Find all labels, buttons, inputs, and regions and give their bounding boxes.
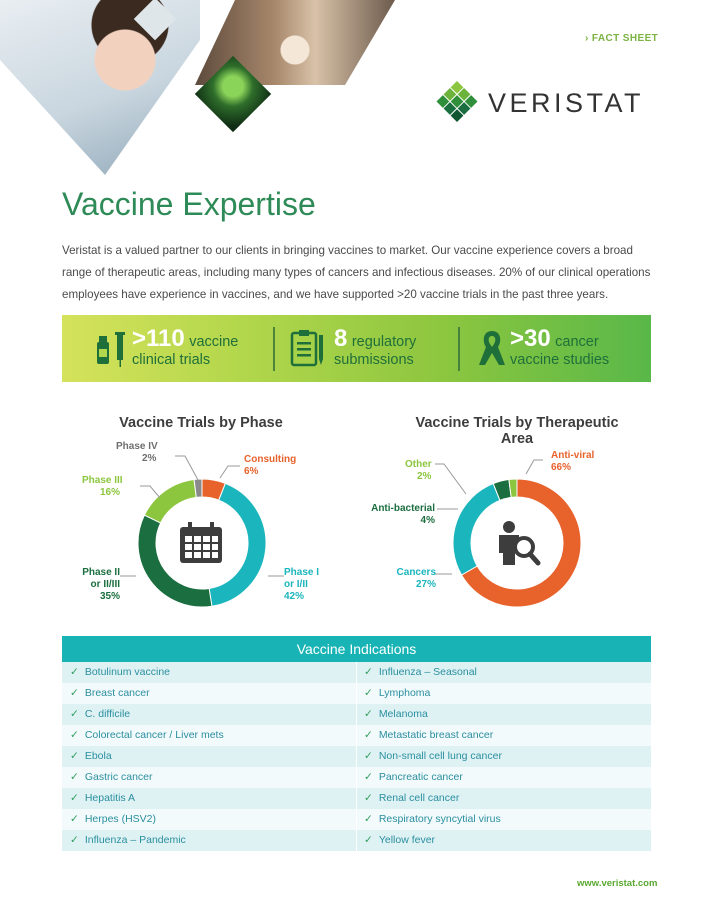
checkmark-icon: ✓ xyxy=(70,834,79,846)
indication-label: Influenza – Pandemic xyxy=(84,834,186,846)
checkmark-icon: ✓ xyxy=(364,687,373,699)
indication-label: Breast cancer xyxy=(84,687,150,699)
checkmark-icon: ✓ xyxy=(70,666,79,678)
label-anti-viral: Anti-viral 66% xyxy=(551,450,595,473)
indication-label: Metastatic breast cancer xyxy=(378,729,494,741)
vaccine-vial-icon xyxy=(94,330,128,368)
list-item xyxy=(364,767,463,788)
checkmark-icon: ✓ xyxy=(70,792,79,804)
list-item xyxy=(364,704,428,725)
list-item xyxy=(364,725,493,746)
stat-text: vaccine xyxy=(189,334,239,350)
divider xyxy=(273,327,275,371)
indications-header: Vaccine Indications xyxy=(62,636,651,662)
column-divider xyxy=(356,662,357,851)
list-item xyxy=(70,788,135,809)
hero-photo-patient xyxy=(0,0,200,175)
chart-title-area: Vaccine Trials by Therapeutic Area xyxy=(415,415,619,447)
intro-paragraph: Veristat is a valued partner to our clients in bringing vaccines to market. Our vaccine experience covers a broad range of therapeutic areas, including many types of cancers and infectious diseases. 20% of our clinical operations employees have experience in vaccines, and we have supported >20 vaccine trials in the past three years. xyxy=(62,244,651,301)
label-consulting: Consulting 6% xyxy=(244,454,297,477)
page-title: Vaccine Expertise xyxy=(62,186,316,222)
stat-number: >110 xyxy=(132,325,185,352)
checkmark-icon: ✓ xyxy=(364,729,373,741)
list-item xyxy=(364,830,435,851)
checkmark-icon: ✓ xyxy=(70,750,79,762)
indication-label: Influenza – Seasonal xyxy=(378,666,477,678)
chart-title-phase: Vaccine Trials by Phase xyxy=(119,415,283,431)
list-item xyxy=(364,746,502,767)
indication-label: Yellow fever xyxy=(378,834,436,846)
checkmark-icon: ✓ xyxy=(364,792,373,804)
clipboard-icon xyxy=(290,329,326,369)
stat-text: regulatory xyxy=(351,334,417,350)
checkmark-icon: ✓ xyxy=(364,666,373,678)
list-item xyxy=(70,704,130,725)
stats-banner xyxy=(62,315,651,382)
awareness-ribbon-icon xyxy=(475,329,509,369)
list-item xyxy=(70,767,153,788)
checkmark-icon: ✓ xyxy=(364,771,373,783)
checkmark-icon: ✓ xyxy=(364,750,373,762)
indication-label: Ebola xyxy=(84,750,112,762)
website-url: www.veristat.com xyxy=(577,878,658,889)
checkmark-icon: ✓ xyxy=(70,708,79,720)
checkmark-icon: ✓ xyxy=(70,813,79,825)
veristat-logo-icon xyxy=(430,78,484,132)
list-item xyxy=(70,809,156,830)
indication-label: Melanoma xyxy=(378,708,428,720)
stat-number: 8 xyxy=(334,325,348,352)
leader-line xyxy=(266,566,286,586)
list-item xyxy=(70,683,150,704)
list-item xyxy=(70,830,186,851)
stat-submissions xyxy=(334,325,416,353)
indication-label: Respiratory syncytial virus xyxy=(378,813,501,825)
list-item xyxy=(70,725,224,746)
indication-label: Non-small cell lung cancer xyxy=(378,750,502,762)
indication-label: Pancreatic cancer xyxy=(378,771,463,783)
indication-label: Hepatitis A xyxy=(84,792,136,804)
divider xyxy=(458,327,460,371)
stat-cancer xyxy=(510,325,599,353)
brand-name: VERISTAT xyxy=(488,88,645,118)
indication-label: Renal cell cancer xyxy=(378,792,460,804)
indications-table xyxy=(62,662,651,851)
stat-text: vaccine studies xyxy=(510,352,610,368)
label-phase-ii: Phase II or II/III 35% xyxy=(82,567,120,602)
label-other: Other 2% xyxy=(405,459,432,482)
checkmark-icon: ✓ xyxy=(70,771,79,783)
stat-text: submissions xyxy=(334,352,414,368)
stat-trials xyxy=(132,325,238,353)
indication-label: Botulinum vaccine xyxy=(84,666,171,678)
label-phase-i: Phase I or I/II 42% xyxy=(284,567,320,602)
indication-label: Herpes (HSV2) xyxy=(84,813,157,825)
list-item xyxy=(70,746,112,767)
list-item xyxy=(70,662,170,683)
list-item xyxy=(364,788,459,809)
list-item xyxy=(364,662,477,683)
stat-text: cancer xyxy=(555,334,599,350)
checkmark-icon: ✓ xyxy=(364,708,373,720)
indication-label: Gastric cancer xyxy=(84,771,153,783)
calendar-icon xyxy=(178,521,224,567)
checkmark-icon: ✓ xyxy=(70,687,79,699)
checkmark-icon: ✓ xyxy=(364,813,373,825)
indication-label: Colorectal cancer / Liver mets xyxy=(84,729,224,741)
label-phase-iii: Phase III 16% xyxy=(82,475,123,498)
list-item xyxy=(364,809,501,830)
stat-number: >30 xyxy=(510,325,551,352)
label-anti-bacterial: Anti-bacterial 4% xyxy=(371,503,435,526)
indication-label: C. difficile xyxy=(84,708,131,720)
checkmark-icon: ✓ xyxy=(70,729,79,741)
list-item xyxy=(364,683,430,704)
leader-lines-area xyxy=(430,450,560,580)
stat-text: clinical trials xyxy=(132,352,211,368)
fact-sheet-label: › FACT SHEET xyxy=(585,33,659,44)
label-phase-iv: Phase IV 2% xyxy=(116,441,158,464)
leader-line xyxy=(120,566,140,586)
label-cancers: Cancers 27% xyxy=(396,567,436,590)
checkmark-icon: ✓ xyxy=(364,834,373,846)
indication-label: Lymphoma xyxy=(378,687,431,699)
